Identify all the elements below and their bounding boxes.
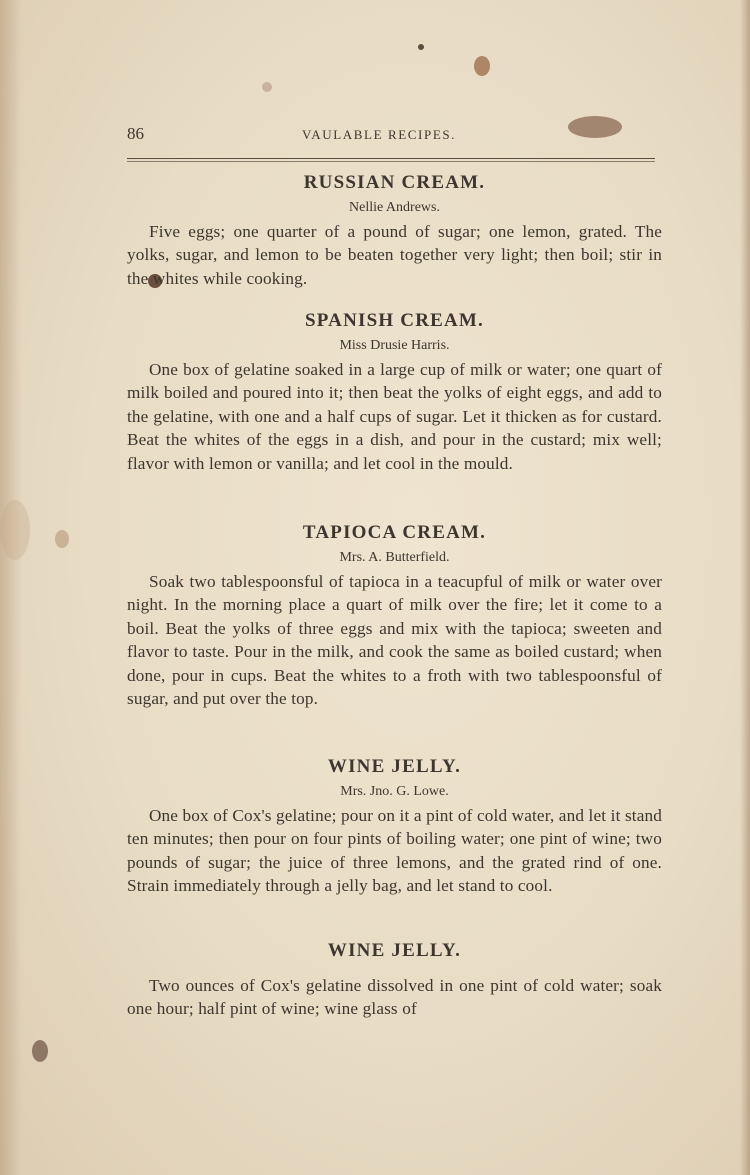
recipe-text: Two ounces of Cox's gelatine dissolved in one pint of cold water; soak one hour; half pint of wine; wine glass of xyxy=(127,976,662,1019)
recipe-author: Mrs. Jno. G. Lowe. xyxy=(340,784,449,799)
recipe-title: TAPIOCA CREAM. xyxy=(302,522,487,543)
header-rule xyxy=(127,158,655,159)
recipe-author: Mrs. A. Butterfield. xyxy=(339,550,450,565)
recipe-wine-jelly xyxy=(127,754,662,898)
page-header xyxy=(127,124,655,146)
page-edge-shadow-right xyxy=(740,0,750,1175)
recipe-text: One box of Cox's gelatine; pour on it a pint of cold water, and let it stand ten minutes; then pour on four pints of boiling water; one pint of wine; two pounds of sugar; the juice of three lemons, and the grated rind of one. Strain immediately through a jelly bag, and let stand to cool. xyxy=(127,806,662,896)
recipe-title: SPANISH CREAM. xyxy=(304,310,484,331)
page-edge-shadow-left xyxy=(0,0,22,1175)
recipe-author: Miss Drusie Harris. xyxy=(339,338,450,353)
recipe-title: WINE JELLY. xyxy=(327,940,462,961)
header-rule-secondary xyxy=(127,161,655,162)
page-number: 86 xyxy=(127,124,144,143)
foxing-spot xyxy=(418,44,424,50)
recipe-title: RUSSIAN CREAM. xyxy=(303,172,486,193)
recipe-text: One box of gelatine soaked in a large cup of milk or water; one quart of milk boiled and poured into it; then beat the yolks of eight eggs, and add to the gelatine, with one and a half cups of sugar. Let it thicken as for custard. Beat the whites of the eggs in a dish, and pour in the custard; mix well; flavor with lemon or vanilla; and let cool in the mould. xyxy=(127,360,662,473)
running-title: VAULABLE RECIPES. xyxy=(301,127,457,142)
foxing-spot xyxy=(55,530,69,548)
foxing-spot xyxy=(0,500,30,560)
ink-stain xyxy=(474,56,490,76)
foxing-spot xyxy=(262,82,272,92)
recipe-russian-cream xyxy=(127,170,662,290)
recipe-text: Five eggs; one quarter of a pound of sugar; one lemon, grated. The yolks, sugar, and lemon to be beaten together very light; then boil; stir in the whites while cooking. xyxy=(127,222,662,288)
recipe-text: Soak two tablespoonsful of tapioca in a teacupful of milk or water over night. In the morning place a quart of milk over the fire; let it come to a boil. Beat the yolks of three eggs and mix with the tapioca; sweeten and flavor to taste. Pour in the milk, and cook the same as boiled custard; when done, pour in cups. Beat the whites to a froth with two tablespoonsful of sugar, and put over the top. xyxy=(127,572,662,709)
recipe-tapioca-cream xyxy=(127,520,662,710)
recipe-spanish-cream xyxy=(127,308,662,475)
recipe-author: Nellie Andrews. xyxy=(349,200,440,215)
recipe-title: WINE JELLY. xyxy=(327,756,462,777)
recipe-wine-jelly-2 xyxy=(127,938,662,1021)
foxing-spot xyxy=(32,1040,48,1062)
